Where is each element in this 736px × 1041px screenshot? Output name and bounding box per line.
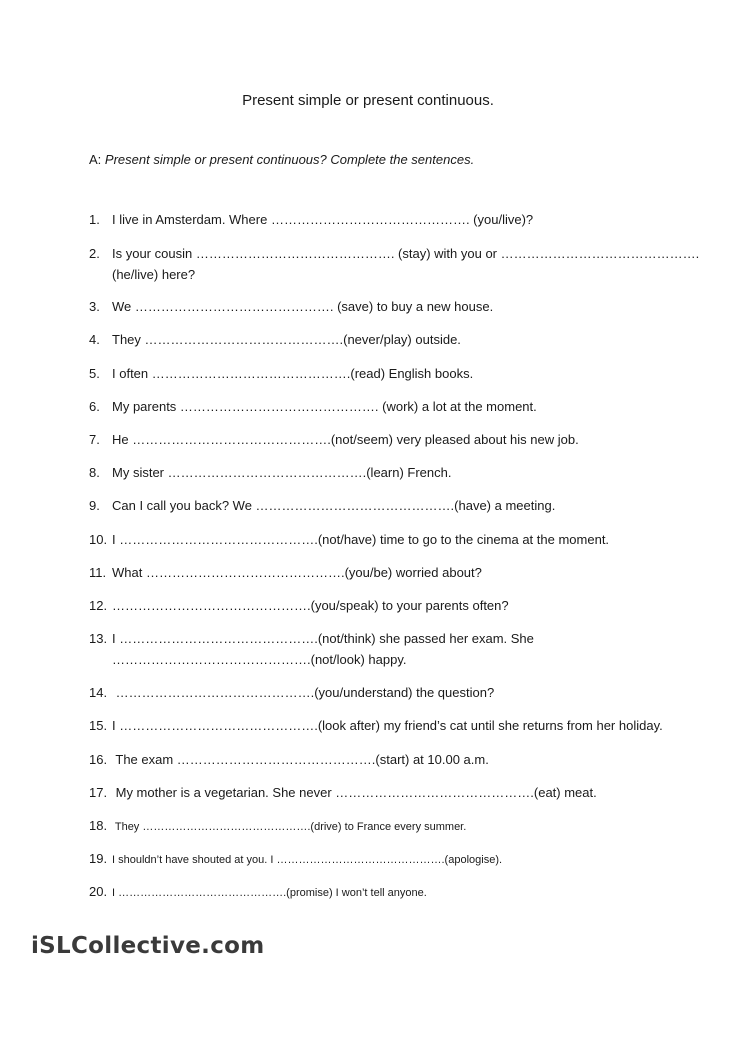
exercise-item-18 <box>89 815 669 838</box>
item-number: 1. <box>89 212 100 227</box>
item-text: What ……………………………………….(you/be) worried about? <box>112 565 482 580</box>
item-text-continued: ……………………………………….(not/look) happy. <box>112 652 407 667</box>
exercise-item-12 <box>89 595 669 616</box>
exercise-item-16 <box>89 749 669 770</box>
exercise-item-3 <box>89 296 669 317</box>
item-text: Can I call you back? We ……………………………………….(have) a meeting. <box>112 498 556 513</box>
item-number: 12. <box>89 598 108 613</box>
item-text: ……………………………………….(you/speak) to your parents often? <box>112 598 509 613</box>
item-text: Is your cousin ………………………………………. (stay) with you or ………………………………………. <box>112 246 700 261</box>
item-text: He ……………………………………….(not/seem) very pleased about his new job. <box>112 432 579 447</box>
exercise-item-7 <box>89 429 669 450</box>
exercise-item-2 <box>89 243 700 285</box>
item-text: I shouldn’t have shouted at you. I ……………………………………….(apologise). <box>112 854 503 866</box>
item-text: I live in Amsterdam. Where ………………………………………. (you/live)? <box>112 212 534 227</box>
exercise-item-15 <box>89 715 669 736</box>
instructions <box>89 152 474 167</box>
item-text: They ……………………………………….(drive) to France every summer. <box>112 821 467 833</box>
item-number: 13. <box>89 631 108 646</box>
item-text: ……………………………………….(you/understand) the question? <box>112 685 495 700</box>
item-text: I ……………………………………….(look after) my friend’s cat until she returns from her holiday. <box>112 718 663 733</box>
item-number: 3. <box>89 299 100 314</box>
item-text: I often ……………………………………….(read) English books. <box>112 366 474 381</box>
item-text: I ……………………………………….(not/have) time to go to the cinema at the moment. <box>112 532 610 547</box>
exercise-item-14 <box>89 682 669 703</box>
watermark-logo: iSLCollective.com <box>31 933 265 959</box>
exercise-item-10 <box>89 529 669 550</box>
item-text: My parents ………………………………………. (work) a lot at the moment. <box>112 399 537 414</box>
instructions-prefix: A: <box>89 152 102 167</box>
item-text: I ……………………………………….(not/think) she passed her exam. She <box>112 631 534 646</box>
item-text: We ………………………………………. (save) to buy a new house. <box>112 299 494 314</box>
item-number: 6. <box>89 399 100 414</box>
page-title: Present simple or present continuous. <box>242 92 494 109</box>
item-number: 18. <box>89 818 108 833</box>
item-number: 19. <box>89 851 108 866</box>
item-number: 14. <box>89 685 108 700</box>
item-text: My mother is a vegetarian. She never ……………………………………….(eat) meat. <box>112 785 597 800</box>
exercise-item-17 <box>89 782 669 803</box>
item-number: 15. <box>89 718 108 733</box>
item-number: 9. <box>89 498 100 513</box>
item-number: 2. <box>89 246 100 261</box>
item-number: 20. <box>89 884 108 899</box>
exercise-item-13 <box>89 628 669 670</box>
item-number: 8. <box>89 465 100 480</box>
exercise-item-1 <box>89 209 669 230</box>
item-number: 16. <box>89 752 108 767</box>
item-number: 5. <box>89 366 100 381</box>
item-text: My sister ……………………………………….(learn) French. <box>112 465 452 480</box>
exercise-item-8 <box>89 462 669 483</box>
item-text: The exam ……………………………………….(start) at 10.00 a.m. <box>112 752 489 767</box>
exercise-item-9 <box>89 495 669 516</box>
instructions-text: Present simple or present continuous? Complete the sentences. <box>104 152 475 167</box>
item-number: 11. <box>89 565 107 580</box>
exercise-item-6 <box>89 396 669 417</box>
item-text: I ……………………………………….(promise) I won’t tell anyone. <box>112 887 427 899</box>
item-number: 10. <box>89 532 108 547</box>
item-text: They ……………………………………….(never/play) outside. <box>112 332 461 347</box>
exercise-item-5 <box>89 363 669 384</box>
exercise-item-4 <box>89 329 669 350</box>
exercise-item-11 <box>89 562 669 583</box>
item-number: 17. <box>89 785 108 800</box>
exercise-item-19 <box>89 848 669 871</box>
item-number: 7. <box>89 432 100 447</box>
item-text-continued: (he/live) here? <box>112 267 196 282</box>
item-number: 4. <box>89 332 100 347</box>
exercise-item-20 <box>89 881 669 904</box>
